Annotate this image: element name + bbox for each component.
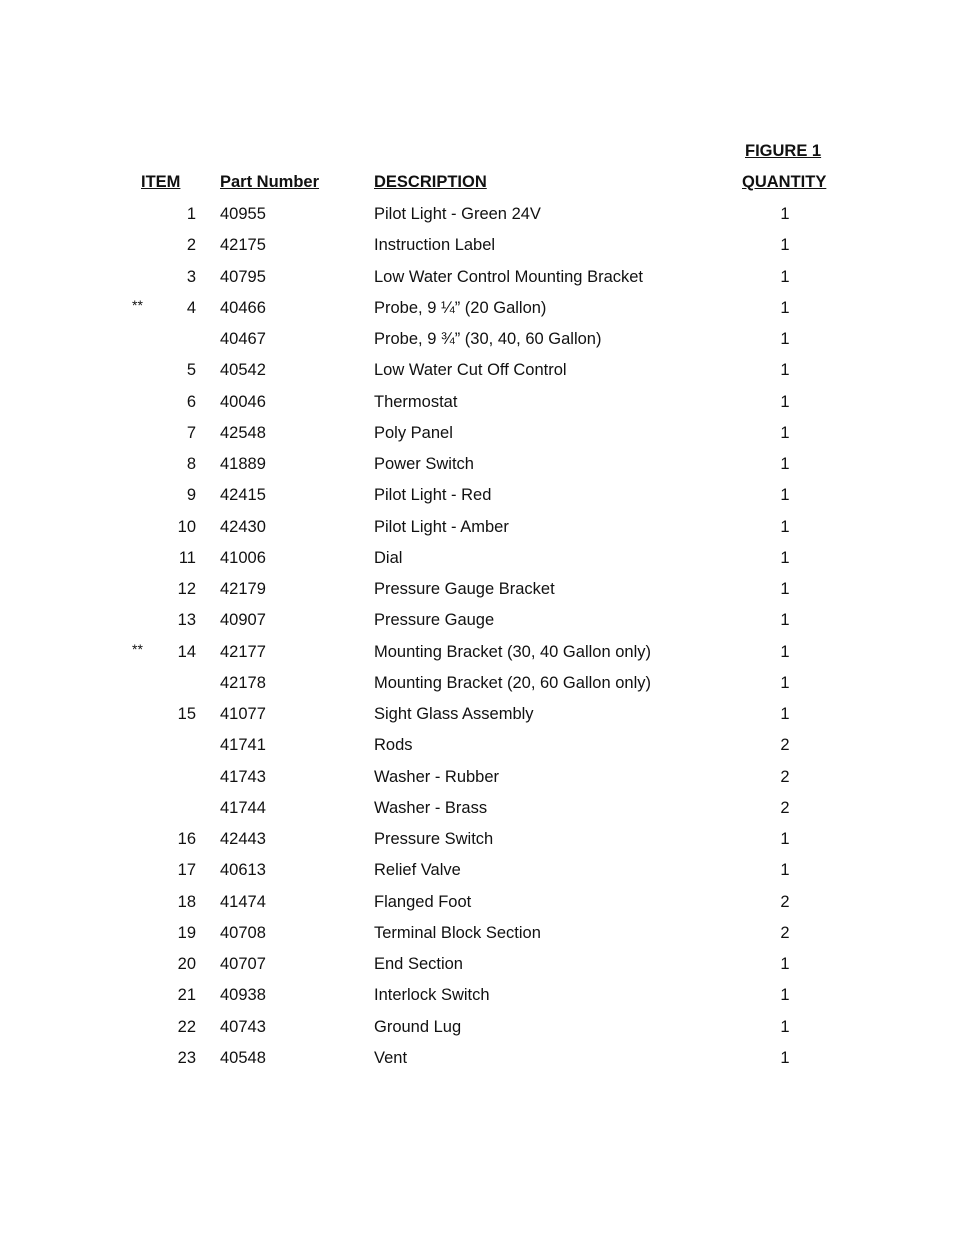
row-description: End Section — [374, 955, 463, 973]
row-part-number: 42443 — [220, 830, 266, 848]
row-description: Pilot Light - Amber — [374, 517, 509, 536]
row-part-number: 41077 — [220, 705, 266, 723]
row-description: Pilot Light - Red — [374, 486, 492, 505]
table-row — [0, 640, 954, 674]
row-quantity: 1 — [780, 830, 790, 848]
row-item-number: 11 — [178, 548, 196, 567]
row-description: Power Switch — [374, 455, 474, 473]
row-description: Poly Panel — [374, 423, 453, 442]
header-part-number: Part Number — [220, 173, 320, 191]
row-quantity: 1 — [780, 330, 790, 348]
row-quantity: 2 — [780, 798, 790, 817]
row-part-number: 41889 — [220, 455, 266, 473]
row-description: Terminal Block Section — [374, 923, 541, 942]
row-description: Ground Lug — [374, 1017, 462, 1036]
row-part-number: 41744 — [220, 798, 266, 817]
row-part-number: 42175 — [220, 236, 266, 255]
row-quantity: 1 — [780, 673, 790, 692]
row-description: Dial — [374, 548, 403, 567]
header-item: ITEM — [141, 173, 181, 191]
row-quantity: 1 — [780, 955, 790, 973]
row-item-number: 6 — [186, 392, 196, 411]
row-part-number: 41743 — [220, 767, 266, 786]
table-row — [0, 799, 954, 830]
row-part-number: 40955 — [220, 205, 266, 223]
table-row — [0, 986, 954, 1017]
table-row — [0, 1049, 954, 1080]
row-part-number: 40743 — [220, 1017, 266, 1036]
row-description: Washer - Rubber — [374, 767, 500, 786]
row-item-number: 9 — [186, 486, 196, 505]
table-row — [0, 924, 954, 955]
row-quantity: 1 — [780, 611, 790, 630]
row-part-number: 42430 — [220, 517, 266, 536]
row-note-mark: ** — [132, 296, 143, 313]
row-description: Probe, 9 ¾” (30, 40, 60 Gallon) — [374, 330, 602, 348]
table-row — [0, 580, 954, 611]
row-quantity: 2 — [780, 767, 790, 786]
row-part-number: 42177 — [220, 642, 266, 661]
row-description: Sight Glass Assembly — [374, 705, 534, 723]
row-item-number: 23 — [177, 1048, 196, 1067]
row-quantity: 1 — [780, 486, 790, 505]
row-description: Thermostat — [374, 392, 458, 411]
row-description: Pressure Gauge Bracket — [374, 580, 555, 598]
header-quantity: QUANTITY — [742, 173, 827, 191]
row-part-number: 40938 — [220, 986, 266, 1005]
row-description: Pilot Light - Green 24V — [374, 205, 541, 223]
row-item-number: 10 — [177, 517, 196, 536]
row-item-number: 15 — [177, 705, 196, 723]
row-part-number: 42548 — [220, 423, 266, 442]
row-part-number: 42415 — [220, 486, 266, 505]
row-quantity: 1 — [780, 642, 790, 661]
row-part-number: 40467 — [220, 330, 266, 348]
table-row — [0, 893, 954, 924]
row-item-number: 18 — [177, 892, 196, 911]
table-row — [0, 955, 954, 986]
row-item-number: 1 — [186, 205, 196, 223]
row-quantity: 2 — [780, 923, 790, 942]
row-part-number: 40795 — [220, 267, 266, 286]
table-header — [0, 173, 954, 195]
row-item-number: 17 — [177, 861, 196, 880]
row-description: Washer - Brass — [374, 798, 488, 817]
row-description: Relief Valve — [374, 861, 461, 880]
table-row — [0, 296, 954, 330]
row-description: Instruction Label — [374, 236, 496, 255]
table-row — [0, 518, 954, 549]
row-description: Flanged Foot — [374, 892, 472, 911]
table-row — [0, 768, 954, 799]
table-row — [0, 205, 954, 236]
row-item-number: 12 — [177, 580, 196, 598]
table-row — [0, 674, 954, 705]
row-part-number: 41741 — [220, 736, 266, 755]
row-item-number: 13 — [177, 611, 196, 630]
row-quantity: 1 — [780, 548, 790, 567]
row-quantity: 1 — [780, 267, 790, 286]
row-description: Low Water Control Mounting Bracket — [374, 267, 644, 286]
table-row — [0, 361, 954, 392]
row-quantity: 1 — [780, 705, 790, 723]
table-row — [0, 861, 954, 892]
table-row — [0, 736, 954, 767]
row-item-number: 2 — [186, 236, 196, 255]
row-quantity: 1 — [780, 423, 790, 442]
row-description: Mounting Bracket (20, 60 Gallon only) — [374, 673, 651, 692]
header-description: DESCRIPTION — [374, 173, 487, 191]
figure-label: FIGURE 1 — [745, 142, 822, 160]
table-row — [0, 268, 954, 299]
row-item-number: 19 — [177, 923, 196, 942]
row-description: Pressure Gauge — [374, 611, 495, 630]
row-part-number: 40046 — [220, 392, 266, 411]
row-description: Probe, 9 ¼” (20 Gallon) — [374, 298, 547, 317]
row-part-number: 40708 — [220, 923, 266, 942]
row-description: Mounting Bracket (30, 40 Gallon only) — [374, 642, 651, 661]
row-quantity: 2 — [780, 892, 790, 911]
row-quantity: 1 — [780, 517, 790, 536]
row-quantity: 1 — [780, 236, 790, 255]
table-row — [0, 330, 954, 361]
row-item-number: 7 — [186, 423, 196, 442]
row-quantity: 1 — [780, 1048, 790, 1067]
row-item-number: 8 — [186, 455, 196, 473]
row-item-number: 16 — [177, 830, 196, 848]
row-part-number: 40548 — [220, 1048, 266, 1067]
row-quantity: 1 — [780, 1017, 790, 1036]
row-quantity: 1 — [780, 861, 790, 880]
row-item-number: 5 — [186, 361, 196, 380]
row-item-number: 21 — [177, 986, 196, 1005]
row-quantity: 1 — [780, 392, 790, 411]
row-part-number: 40613 — [220, 861, 266, 880]
row-part-number: 40707 — [220, 955, 266, 973]
row-note-mark: ** — [132, 640, 143, 657]
row-part-number: 40907 — [220, 611, 266, 630]
table-row — [0, 424, 954, 455]
row-description: Vent — [374, 1048, 408, 1067]
parts-table-body — [0, 205, 954, 1080]
table-row — [0, 455, 954, 486]
row-quantity: 1 — [780, 361, 790, 380]
table-row — [0, 705, 954, 736]
row-description: Low Water Cut Off Control — [374, 361, 567, 380]
table-row — [0, 486, 954, 517]
row-item-number: 20 — [177, 955, 196, 973]
table-row — [0, 830, 954, 861]
table-row — [0, 393, 954, 424]
row-item-number: 3 — [186, 267, 196, 286]
row-quantity: 1 — [780, 298, 790, 317]
table-row — [0, 611, 954, 642]
row-part-number: 42179 — [220, 580, 266, 598]
row-part-number: 41006 — [220, 548, 266, 567]
row-quantity: 1 — [780, 986, 790, 1005]
table-row — [0, 549, 954, 580]
row-part-number: 40542 — [220, 361, 266, 380]
row-item-number: 22 — [177, 1017, 196, 1036]
row-part-number: 42178 — [220, 673, 266, 692]
table-row — [0, 1018, 954, 1049]
table-row — [0, 236, 954, 267]
row-quantity: 1 — [780, 580, 790, 598]
row-quantity: 1 — [780, 205, 790, 223]
row-item-number: 14 — [177, 642, 196, 661]
row-item-number: 4 — [186, 298, 196, 317]
row-description: Rods — [374, 736, 413, 755]
row-description: Pressure Switch — [374, 830, 494, 848]
row-description: Interlock Switch — [374, 986, 490, 1005]
row-quantity: 1 — [780, 455, 790, 473]
row-part-number: 41474 — [220, 892, 266, 911]
row-quantity: 2 — [780, 736, 790, 755]
row-part-number: 40466 — [220, 298, 266, 317]
